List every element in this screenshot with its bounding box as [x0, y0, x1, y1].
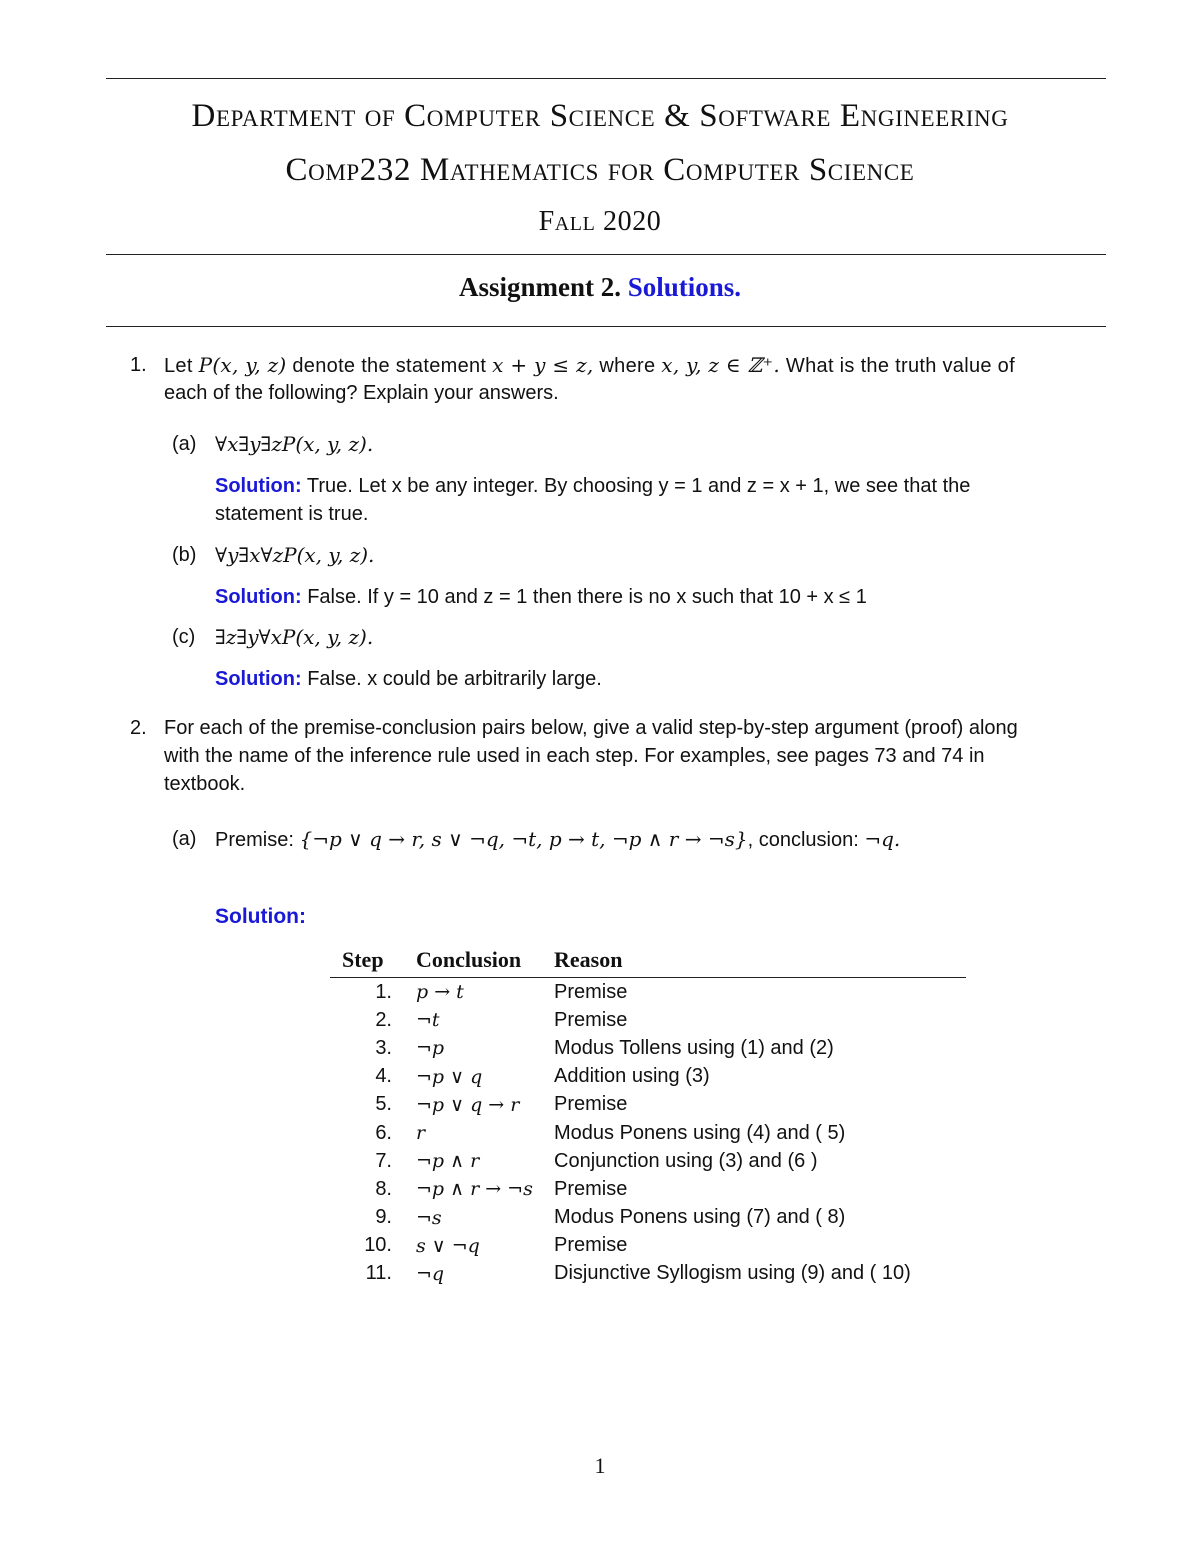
step-cell: 6. — [375, 1121, 392, 1144]
conclusion-cell: ¬p ∧ r → ¬s — [416, 1178, 533, 1201]
conclusion-cell: s ∨ ¬q — [416, 1234, 480, 1257]
step-cell: 8. — [375, 1177, 392, 1200]
solution-label: Solution: — [215, 905, 306, 928]
part-1b-solution-text: False. If y = 10 and z = 1 then there is no x such that 10 + x ≤ 1 — [307, 586, 867, 608]
table-row — [330, 1175, 966, 1203]
reason-cell: Modus Tollens using (1) and (2) — [554, 1036, 834, 1059]
part-1c-solution-text: False. x could be arbitrarily large. — [307, 668, 602, 690]
solution-label: Solution: — [215, 586, 302, 608]
reason-cell: Premise — [554, 1177, 628, 1200]
conclusion-cell: ¬s — [416, 1206, 442, 1229]
part-1b-label: (b) — [172, 544, 197, 566]
part-1a-solution-line-2: statement is true. — [215, 503, 369, 525]
conclusion-cell: ¬q — [416, 1262, 445, 1285]
header-rule — [106, 254, 1106, 255]
term-heading: Fall 2020 — [538, 206, 662, 237]
reason-header: Reason — [554, 947, 623, 972]
proof-table — [330, 945, 966, 1288]
conclusion-cell: r — [416, 1122, 426, 1145]
table-row — [330, 1006, 966, 1034]
step-cell: 5. — [375, 1093, 392, 1116]
q1-text-c: where — [593, 355, 662, 377]
question-2-line-1: For each of the premise-conclusion pairs below, give a valid step-by-step argument (proof) along — [164, 717, 1018, 739]
assignment-title — [0, 272, 1200, 303]
reason-cell: Premise — [554, 1234, 628, 1257]
reason-cell: Modus Ponens using (7) and ( 8) — [554, 1206, 846, 1229]
proof-table-header — [330, 945, 966, 978]
part-1c-formula: ∃z∃y∀xP(x, y, z). — [215, 625, 374, 649]
question-1-number: 1. — [130, 354, 147, 376]
q1-text-d: What is the truth value of — [780, 355, 1015, 377]
reason-cell: Conjunction using (3) and (6 ) — [554, 1149, 818, 1172]
conclusion-cell: ¬p ∨ q → r — [416, 1093, 520, 1116]
table-row — [330, 1260, 966, 1288]
table-row — [330, 1091, 966, 1119]
part-1a-solution-text: True. Let x be any integer. By choosing y = 1 and z = x + 1, we see that the — [306, 475, 971, 497]
conclusion-cell: p → t — [416, 981, 464, 1004]
step-cell: 10. — [364, 1234, 392, 1257]
q1-text-b: denote the statement — [286, 355, 493, 377]
top-rule — [106, 78, 1106, 79]
part-1a-label: (a) — [172, 433, 197, 455]
part-2a-text — [215, 825, 900, 854]
course-heading: Comp232 Mathematics for Computer Science — [285, 152, 915, 188]
part-2a-label: (a) — [172, 828, 197, 850]
question-1-line-1 — [164, 351, 1015, 380]
premise-set: {¬p ∨ q → r, s ∨ ¬q, ¬t, p → t, ¬p ∧ r → ¬s} — [299, 827, 748, 851]
step-cell: 2. — [375, 1008, 392, 1031]
question-2-line-2: with the name of the inference rule used in each step. For examples, see pages 73 and 74 in — [164, 745, 985, 767]
reason-cell: Modus Ponens using (4) and ( 5) — [554, 1121, 846, 1144]
step-cell: 3. — [375, 1036, 392, 1059]
part-1b-solution — [215, 583, 867, 611]
table-row — [330, 1063, 966, 1091]
table-row — [330, 978, 966, 1007]
step-cell: 7. — [375, 1149, 392, 1172]
conclusion-header: Conclusion — [416, 947, 522, 972]
reason-cell: Disjunctive Syllogism using (9) and ( 10) — [554, 1262, 911, 1285]
department-heading: Department of Computer Science & Software Engineering — [191, 98, 1009, 134]
question-2-line-3: textbook. — [164, 773, 246, 795]
part-1a-formula: ∀x∃y∃zP(x, y, z). — [215, 432, 374, 456]
table-row — [330, 1232, 966, 1260]
q1-vars: x, y, z ∈ ℤ⁺. — [661, 353, 781, 377]
q1-predicate: P(x, y, z) — [198, 353, 287, 377]
premise-label: Premise: — [215, 829, 300, 851]
solutions-label: Solutions. — [627, 272, 742, 302]
conclusion-cell: ¬p ∧ r — [416, 1150, 480, 1173]
table-row — [330, 1034, 966, 1062]
reason-cell: Premise — [554, 980, 628, 1003]
part-1c-label: (c) — [172, 626, 196, 648]
table-row — [330, 1204, 966, 1232]
conclusion-cell: ¬t — [416, 1009, 440, 1032]
q1-text-a: Let — [164, 355, 199, 377]
assignment-label: Assignment 2. — [458, 272, 621, 302]
part-1b-formula: ∀y∃x∀zP(x, y, z). — [215, 543, 375, 567]
title-rule — [106, 326, 1106, 327]
step-cell: 11. — [365, 1262, 392, 1285]
page-number: 1 — [594, 1453, 606, 1478]
part-1a-solution — [215, 472, 970, 500]
step-cell: 9. — [375, 1206, 392, 1229]
reason-cell: Premise — [554, 1008, 628, 1031]
step-cell: 1. — [375, 980, 392, 1003]
step-header: Step — [342, 947, 384, 972]
step-cell: 4. — [375, 1065, 392, 1088]
question-1-line-2: each of the following? Explain your answers. — [164, 382, 559, 404]
conclusion-cell: ¬p ∨ q — [416, 1065, 483, 1088]
q1-statement: x + y ≤ z, — [492, 353, 594, 377]
conclusion-cell: ¬p — [416, 1037, 445, 1060]
table-row — [330, 1147, 966, 1175]
question-2-number: 2. — [130, 717, 147, 739]
table-row — [330, 1119, 966, 1147]
reason-cell: Premise — [554, 1093, 628, 1116]
conclusion-label: , conclusion: — [747, 829, 865, 851]
solution-label: Solution: — [215, 475, 302, 497]
part-1c-solution — [215, 665, 602, 693]
reason-cell: Addition using (3) — [554, 1065, 710, 1088]
conclusion-value: ¬q. — [864, 827, 901, 851]
solution-label: Solution: — [215, 668, 302, 690]
